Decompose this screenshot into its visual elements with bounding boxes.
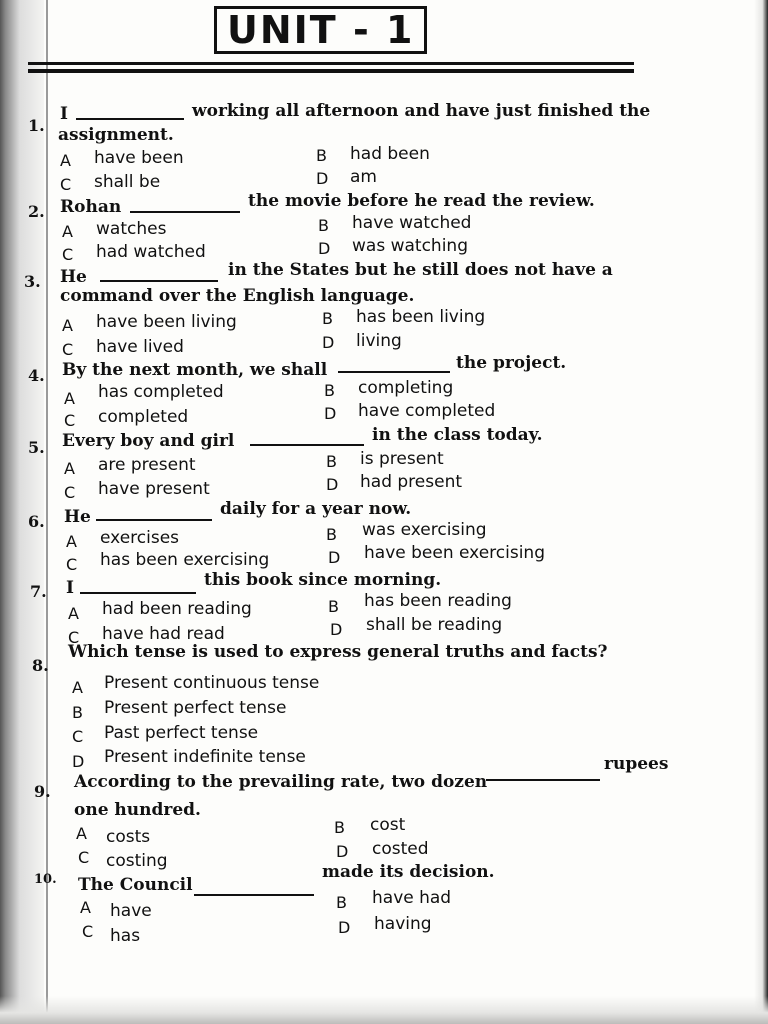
question-text-start: By the next month, we shall [62, 360, 328, 380]
answer-blank [76, 104, 184, 120]
option-letter: A [62, 316, 73, 335]
option-letter: A [68, 604, 79, 623]
option-letter: D [324, 404, 337, 423]
question-text-end: the project. [456, 353, 567, 373]
option-text: shall be [94, 172, 161, 192]
answer-blank [338, 357, 450, 373]
option-text: having [374, 914, 432, 934]
question-number: 6. [28, 512, 45, 531]
option-text: costs [106, 827, 151, 847]
question-number: 5. [28, 438, 45, 457]
option-letter: A [64, 459, 75, 478]
option-text: has been exercising [100, 550, 270, 570]
option-text: had watched [96, 242, 206, 262]
question-text-start: He [60, 267, 87, 287]
page-edge-shadow [754, 0, 768, 1024]
option-text: was watching [352, 236, 468, 256]
question-number: 7. [30, 582, 47, 601]
answer-blank [80, 578, 196, 594]
answer-blank [100, 266, 218, 282]
option-letter: D [316, 169, 329, 188]
option-text: completed [98, 407, 189, 427]
question-number: 8. [32, 656, 49, 675]
option-letter: D [328, 548, 341, 567]
question-text-end: in the class today. [372, 425, 543, 445]
option-letter: B [326, 525, 337, 544]
option-letter: C [64, 411, 76, 430]
option-text: has completed [98, 382, 224, 402]
question-text-end: daily for a year now. [220, 499, 412, 519]
option-letter: B [336, 893, 347, 912]
option-text: am [350, 167, 377, 187]
question-text-start: According to the prevailing rate, two dozen [74, 772, 488, 792]
option-letter: D [338, 918, 351, 937]
question-text-end: the movie before he read the review. [248, 191, 595, 211]
option-letter: A [60, 151, 71, 170]
option-text: completing [358, 378, 454, 398]
option-letter: B [72, 703, 83, 722]
option-text: have been living [96, 312, 237, 332]
question-text-continued: one hundred. [74, 800, 201, 820]
answer-blank [96, 505, 212, 521]
question-number: 3. [24, 272, 41, 291]
question-number: 4. [28, 366, 45, 385]
question-text-start: Every boy and girl [62, 431, 235, 451]
option-text: exercises [100, 528, 180, 548]
option-letter: C [72, 727, 84, 746]
question-text-end: in the States but he still does not have a [228, 260, 613, 280]
option-letter: B [324, 381, 335, 400]
option-letter: D [72, 752, 85, 771]
option-letter: B [316, 146, 327, 165]
option-letter: A [66, 532, 77, 551]
option-text: Present perfect tense [104, 698, 287, 718]
option-text: had been [350, 144, 430, 164]
option-letter: C [60, 175, 72, 194]
option-letter: B [322, 309, 333, 328]
option-letter: D [326, 475, 339, 494]
page-bottom-shadow [0, 996, 768, 1024]
question-number: 10. [34, 872, 57, 887]
option-letter: C [78, 848, 90, 867]
option-text: is present [360, 449, 444, 469]
option-text: has [110, 926, 141, 946]
question-text-start: I [60, 104, 68, 124]
option-letter: D [330, 620, 343, 639]
option-text: have completed [358, 401, 496, 421]
option-text: are present [98, 455, 196, 475]
option-letter: C [66, 555, 78, 574]
option-letter: A [62, 222, 73, 241]
option-text: have lived [96, 337, 184, 357]
question-text: Which tense is used to express general truths and facts? [68, 642, 608, 662]
question-text-end: rupees [604, 754, 669, 774]
option-text: cost [370, 815, 406, 835]
option-text: have [110, 901, 152, 921]
question-text-start: I [66, 578, 74, 598]
option-text: has been living [356, 307, 486, 327]
option-text: shall be reading [366, 615, 503, 635]
option-text: have had [372, 888, 452, 908]
option-text: Present indefinite tense [104, 747, 306, 767]
option-text: watches [96, 219, 167, 239]
question-text-continued: assignment. [58, 125, 174, 145]
answer-blank [130, 197, 240, 213]
option-text: Past perfect tense [104, 723, 259, 743]
option-text: was exercising [362, 520, 487, 540]
option-letter: D [318, 239, 331, 258]
option-letter: B [334, 818, 345, 837]
option-letter: C [62, 245, 74, 264]
option-letter: A [80, 898, 91, 917]
option-text: have been exercising [364, 543, 545, 563]
question-text-end: made its decision. [322, 862, 495, 882]
option-text: has been reading [364, 591, 512, 611]
question-number: 2. [28, 202, 45, 221]
option-letter: C [62, 340, 74, 359]
option-letter: A [76, 824, 87, 843]
unit-title: UNIT - 1 [214, 6, 427, 54]
question-text-end: working all afternoon and have just finished the [192, 101, 651, 121]
option-text: have had read [102, 624, 225, 644]
option-letter: C [64, 483, 76, 502]
header-rule-thin [28, 62, 634, 65]
question-text-start: Rohan [60, 197, 122, 217]
option-text: had present [360, 472, 463, 492]
question-number: 9. [34, 782, 51, 801]
option-letter: C [82, 922, 94, 941]
option-letter: D [336, 842, 349, 861]
question-text-end: this book since morning. [204, 570, 442, 590]
option-text: costing [106, 851, 168, 871]
answer-blank [486, 765, 600, 781]
option-letter: B [318, 216, 329, 235]
option-text: have present [98, 479, 210, 499]
answer-blank [250, 430, 364, 446]
option-text: living [356, 331, 402, 351]
header-rule-thick [28, 69, 634, 73]
option-letter: B [326, 452, 337, 471]
option-text: have been [94, 148, 184, 168]
question-text-start: He [64, 507, 91, 527]
binding-crease [46, 0, 48, 1024]
question-number: 1. [28, 116, 45, 135]
option-letter: B [328, 597, 339, 616]
option-letter: A [64, 389, 75, 408]
question-text-continued: command over the English language. [60, 286, 415, 306]
option-text: Present continuous tense [104, 673, 320, 693]
option-text: costed [372, 839, 429, 859]
option-text: had been reading [102, 599, 252, 619]
option-text: have watched [352, 213, 472, 233]
option-letter: C [68, 628, 80, 647]
question-text-start: The Council [78, 875, 193, 895]
option-letter: D [322, 333, 335, 352]
option-letter: A [72, 678, 83, 697]
answer-blank [194, 880, 314, 896]
